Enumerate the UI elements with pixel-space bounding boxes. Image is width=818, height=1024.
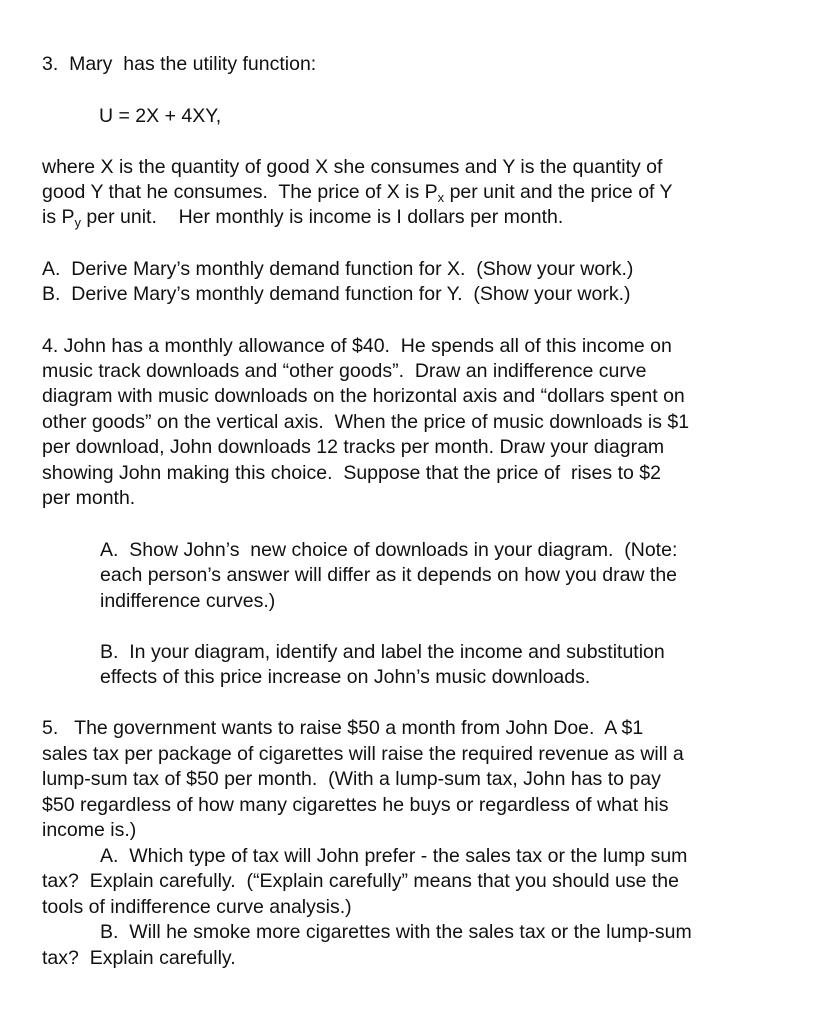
q3-text-line-1: where X is the quantity of good X she consumes and Y is the quantity of: [42, 156, 663, 178]
q3-part-a: A. Derive Mary’s monthly demand function for X. (Show your work.): [42, 258, 634, 280]
q5-text-line-3: lump-sum tax of $50 per month. (With a lump-sum tax, John has to pay: [42, 768, 661, 790]
q3-title: 3. Mary has the utility function:: [42, 53, 317, 75]
q3-text-line-3: is $P_y$ per unit. Her monthly is income is I dollars per month.: [42, 206, 564, 230]
q4-part-a-line-2: each person’s answer will differ as it depends on how you draw the: [100, 564, 678, 586]
q5-text-line-2: sales tax per package of cigarettes will raise the required revenue as will a: [42, 743, 684, 765]
q5-part-a-line-3: tools of indifference curve analysis.): [42, 896, 352, 918]
q4-part-b-line-1: B. In your diagram, identify and label the income and substitution: [100, 641, 665, 663]
q4-part-a-line-3: indifference curves.): [100, 590, 276, 612]
q5-text-line-5: income is.): [42, 819, 137, 841]
q3-text-line-2: good Y that he consumes. The price of X is $P_x$ per unit and the price of Y: [42, 181, 673, 205]
q3-utility-equation: U = 2X + 4XY,: [99, 105, 222, 127]
q4-text-line-6: showing John making this choice. Suppose that the price of rises to $2: [42, 462, 661, 484]
q4-text-line-7: per month.: [42, 487, 136, 509]
q3-part-b: B. Derive Mary’s monthly demand function for Y. (Show your work.): [42, 283, 631, 305]
q5-text-line-1: 5. The government wants to raise $50 a month from John Doe. A $1: [42, 717, 644, 739]
q4-part-a-line-1: A. Show John’s new choice of downloads in your diagram. (Note:: [100, 539, 678, 561]
q4-text-line-2: music track downloads and “other goods”. Draw an indifference curve: [42, 360, 647, 382]
q5-part-a-line-2: tax? Explain carefully. (“Explain carefully” means that you should use the: [42, 870, 679, 892]
q5-part-b-line-1: B. Will he smoke more cigarettes with the sales tax or the lump-sum: [100, 921, 692, 943]
q5-text-line-4: $50 regardless of how many cigarettes he buys or regardless of what his: [42, 794, 669, 816]
q4-text-line-1: 4. John has a monthly allowance of $40. He spends all of this income on: [42, 335, 672, 357]
q5-part-a-line-1: A. Which type of tax will John prefer - the sales tax or the lump sum: [100, 845, 688, 867]
subscript-y: y: [74, 215, 82, 230]
q5-part-b-line-2: tax? Explain carefully.: [42, 947, 236, 969]
q4-part-b-line-2: effects of this price increase on John’s music downloads.: [100, 666, 591, 688]
q4-text-line-4: other goods” on the vertical axis. When the price of music downloads is $1: [42, 411, 690, 433]
q4-text-line-3: diagram with music downloads on the horizontal axis and “dollars spent on: [42, 385, 685, 407]
q4-text-line-5: per download, John downloads 12 tracks per month. Draw your diagram: [42, 436, 665, 458]
subscript-x: x: [437, 190, 445, 205]
